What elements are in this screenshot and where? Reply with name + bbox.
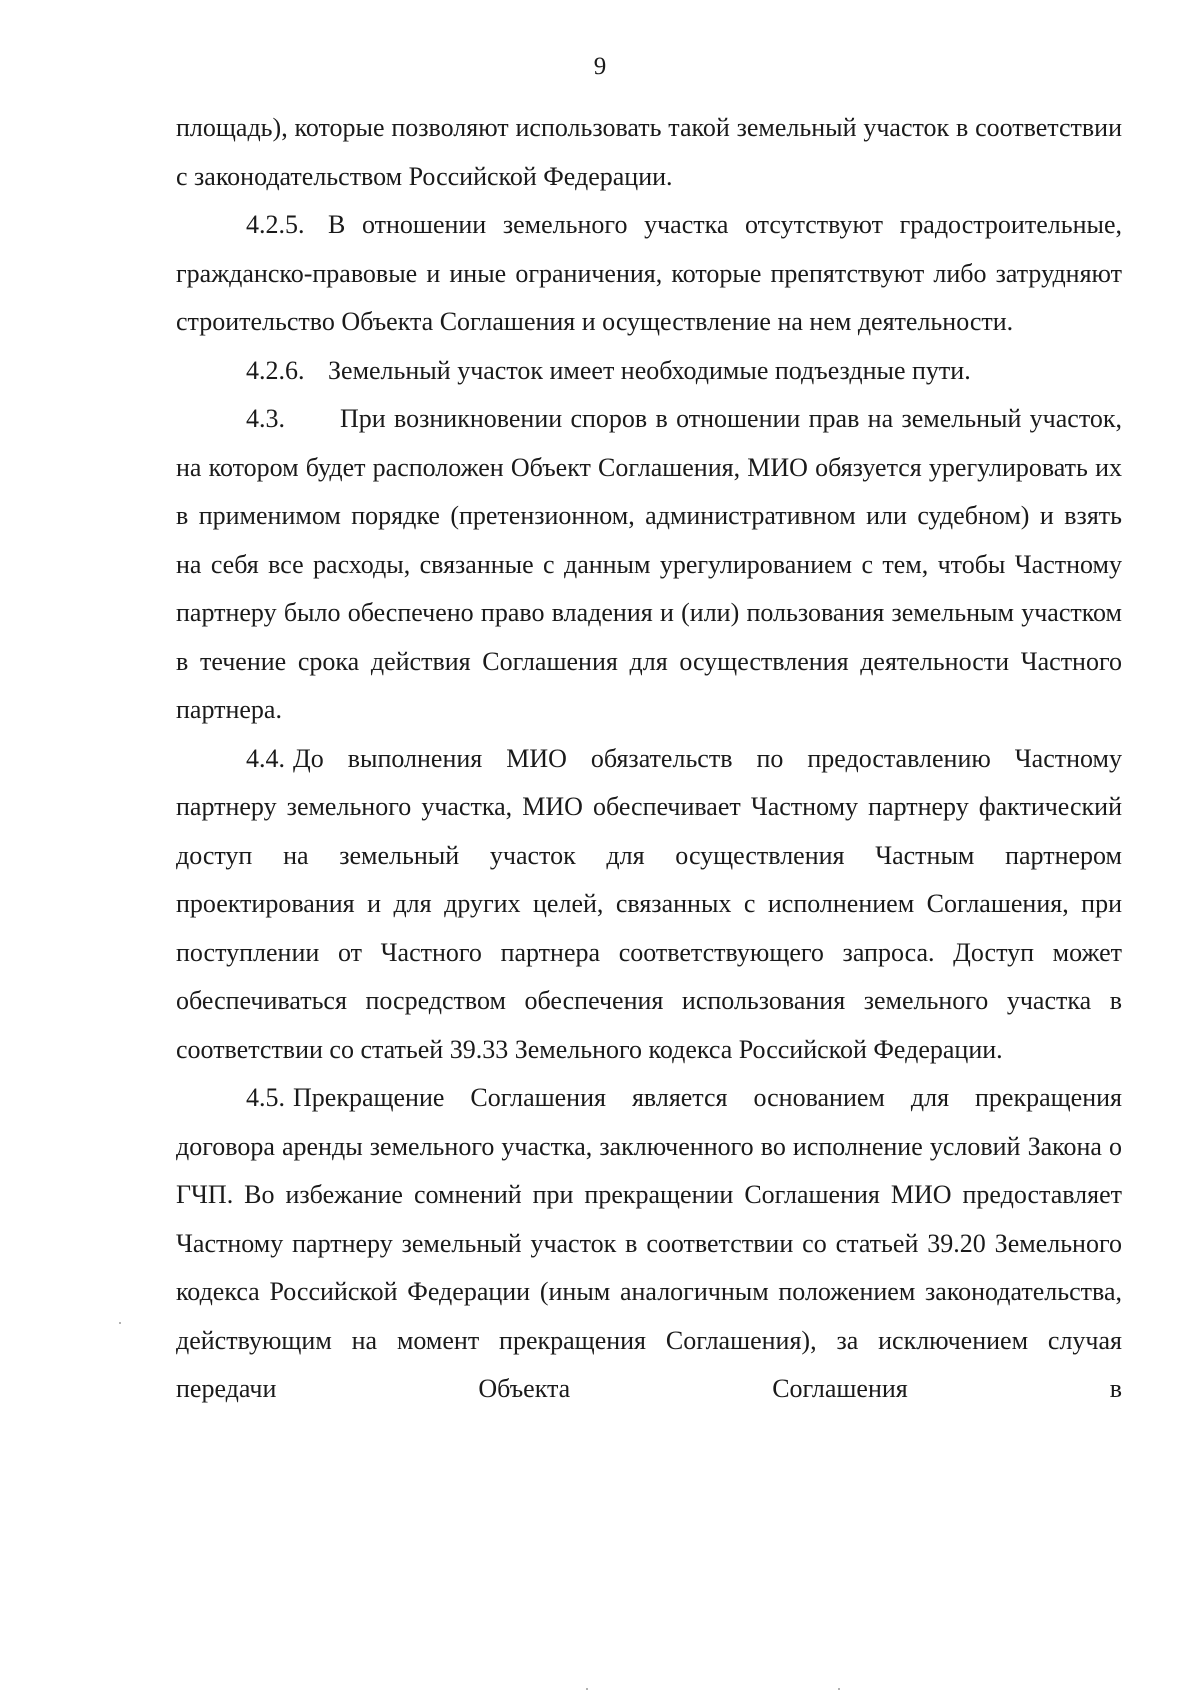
paragraph-number: 4.2.6. [246,355,305,385]
paragraph-number: 4.2.5. [246,210,305,239]
paragraph-continuation [176,104,1122,201]
scan-speck [586,1688,588,1690]
document-body [176,104,1122,1414]
paragraph-text: Прекращение Соглашения является основанием для прекращения договора аренды земельного участка, заключенного во исполнение условий Закона о ГЧП. Во избежание сомнений при прекращении Соглашения МИО предоставляет Частному партнеру земельный участок в соответствии со статьей 39.20 Земельного кодекса Российской Федерации (иным аналогичным положением законодательства, действующим на момент прекращения Соглашения), за исключением случая передачи Объекта Соглашения в [176,1083,1122,1403]
paragraph-4-3 [176,395,1122,735]
paragraph-4-2-5 [176,201,1122,347]
paragraph-text: При возникновении споров в отношении прав на земельный участок, на котором будет расположен Объект Соглашения, МИО обязуется урегулировать их в применимом порядке (претензионном, административном или судебном) и взять на себя все расходы, связанные с данным урегулированием с тем, чтобы Частному партнеру было обеспечено право владения и (или) пользования земельным участком в течение срока действия Соглашения для осуществления деятельности Частного партнера. [176,404,1122,724]
paragraph-text: В отношении земельного участка отсутствуют градостроительные, гражданско-правовые и иные ограничения, которые препятствуют либо затрудняют строительство Объекта Соглашения и осуществление на нем деятельности. [176,210,1122,336]
paragraph-4-4 [176,735,1122,1075]
paragraph-text: До выполнения МИО обязательств по предоставлению Частному партнеру земельного участка, МИО обеспечивает Частному партнеру фактический доступ на земельный участок для осуществления Частным партнером проектирования и для других целей, связанных с исполнением Соглашения, при поступлении от Частного партнера соответствующего запроса. Доступ может обеспечиваться посредством обеспечения использования земельного участка в соответствии со статьей 39.33 Земельного кодекса Российской Федерации. [176,743,1122,1064]
scan-speck [838,1688,840,1690]
paragraph-text: Земельный участок имеет необходимые подъездные пути. [328,355,971,385]
paragraph-number: 4.3. [246,404,285,433]
paragraph-4-2-6 [176,347,1122,396]
page-number: 9 [593,53,607,80]
paragraph-text: площадь), которые позволяют использовать такой земельный участок в соответствии с законодательством Российской Федерации. [176,113,1122,191]
scan-speck [119,1322,121,1324]
paragraph-number: 4.5. [246,1083,285,1112]
paragraph-number: 4.4. [246,743,285,773]
paragraph-4-5 [176,1074,1122,1414]
